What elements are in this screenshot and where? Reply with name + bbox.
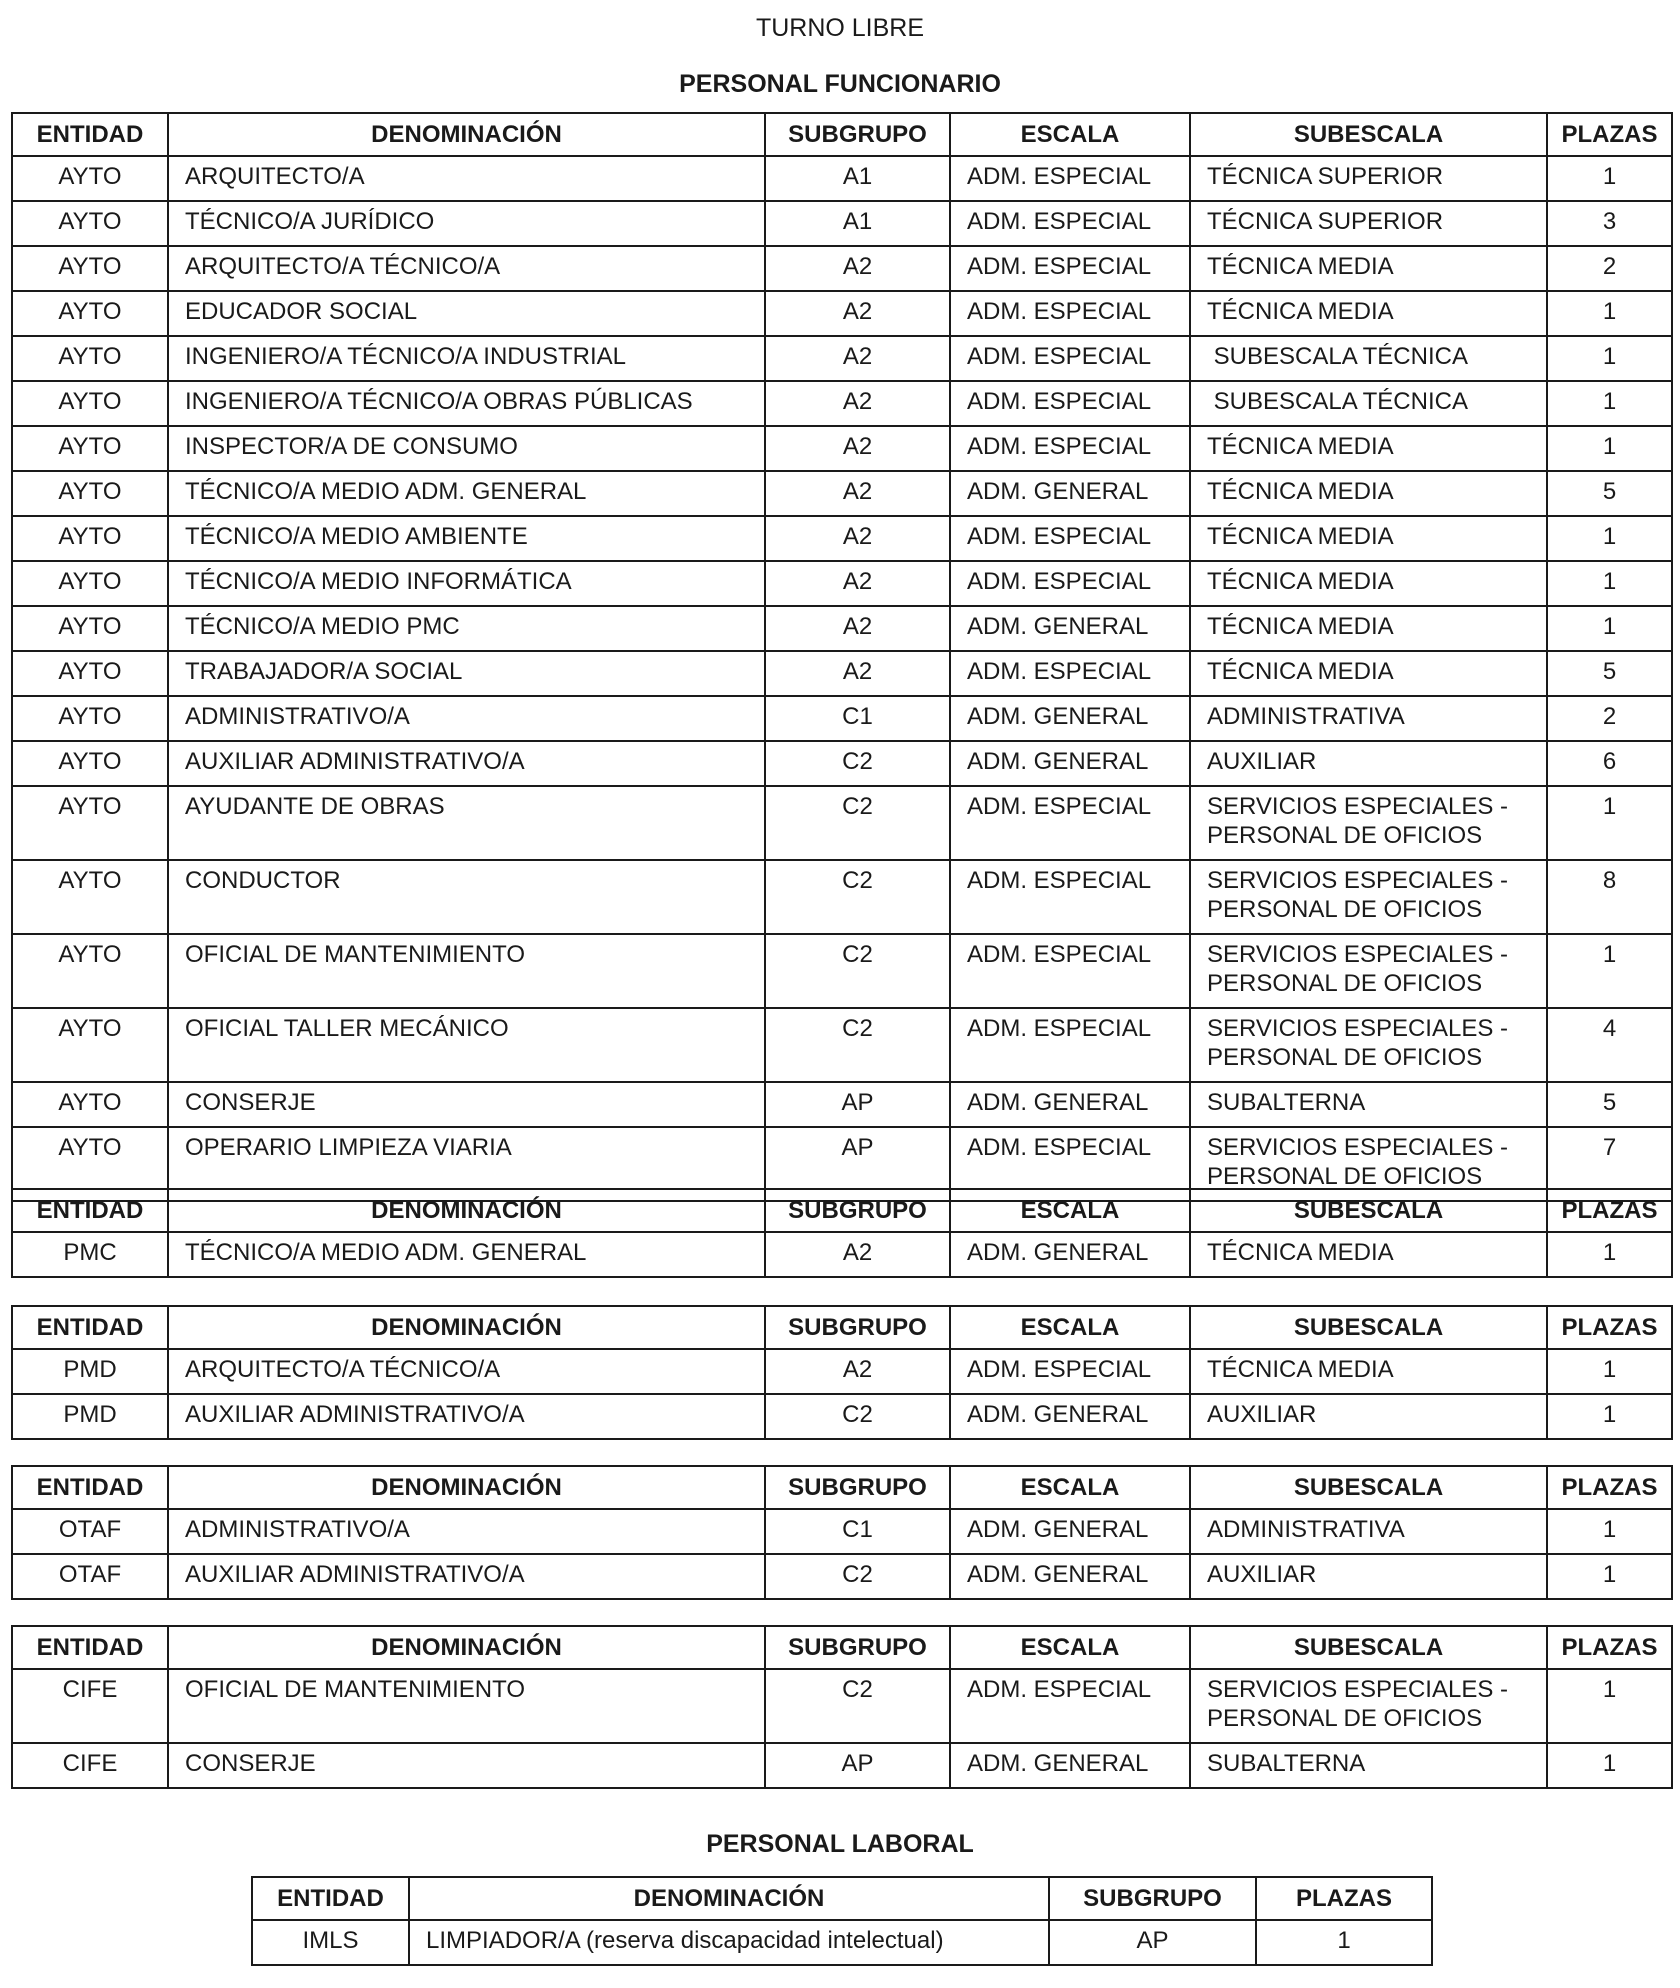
cell-entidad: IMLS <box>252 1920 409 1965</box>
cell-plazas: 5 <box>1547 651 1672 696</box>
cell-escala: ADM. GENERAL <box>950 1394 1190 1439</box>
table-row <box>12 381 1672 426</box>
personal-laboral-heading: PERSONAL LABORAL <box>706 1830 974 1858</box>
cell-subgrupo: A2 <box>765 336 950 381</box>
table-row <box>12 471 1672 516</box>
table-row <box>252 1920 1432 1965</box>
cell-subgrupo: A2 <box>765 426 950 471</box>
cell-escala: ADM. ESPECIAL <box>950 1349 1190 1394</box>
cell-entidad: AYTO <box>12 156 168 201</box>
cell-subescala: AUXILIAR <box>1190 1554 1547 1599</box>
table-row <box>12 1669 1672 1743</box>
cell-plazas: 1 <box>1547 1669 1672 1743</box>
table-row <box>12 741 1672 786</box>
cell-subescala: TÉCNICA MEDIA <box>1190 606 1547 651</box>
cell-plazas: 1 <box>1547 606 1672 651</box>
cell-subgrupo: A2 <box>765 651 950 696</box>
cell-entidad: PMD <box>12 1394 168 1439</box>
column-header-plazas: PLAZAS <box>1547 113 1672 156</box>
cell-entidad: AYTO <box>12 516 168 561</box>
column-header-subgrupo: SUBGRUPO <box>1049 1877 1256 1920</box>
cell-subgrupo: C1 <box>765 696 950 741</box>
cell-escala: ADM. GENERAL <box>950 1082 1190 1127</box>
subescala-line-2: PERSONAL DE OFICIOS <box>1207 1163 1483 1190</box>
cell-entidad: AYTO <box>12 381 168 426</box>
subescala-line-1: SERVICIOS ESPECIALES - <box>1207 1134 1508 1161</box>
column-header-plazas: PLAZAS <box>1547 1306 1672 1349</box>
cell-escala: ADM. ESPECIAL <box>950 381 1190 426</box>
cell-entidad: AYTO <box>12 426 168 471</box>
cell-escala: ADM. ESPECIAL <box>950 516 1190 561</box>
subescala-line-2: PERSONAL DE OFICIOS <box>1207 1705 1483 1732</box>
column-header-subescala: SUBESCALA <box>1190 1626 1547 1669</box>
subescala-line-2: PERSONAL DE OFICIOS <box>1207 970 1483 997</box>
table-row <box>12 1232 1672 1277</box>
cell-denominacion: AUXILIAR ADMINISTRATIVO/A <box>168 1394 765 1439</box>
cell-subescala: TÉCNICA MEDIA <box>1190 1232 1547 1277</box>
header-row <box>12 1626 1672 1669</box>
column-header-subescala: SUBESCALA <box>1190 113 1547 156</box>
cell-subescala: ADMINISTRATIVA <box>1190 696 1547 741</box>
cell-entidad: AYTO <box>12 786 168 860</box>
cell-denominacion: TÉCNICO/A JURÍDICO <box>168 201 765 246</box>
column-header-denominacion: DENOMINACIÓN <box>168 1626 765 1669</box>
ayto-table <box>11 112 1673 1202</box>
column-header-plazas: PLAZAS <box>1256 1877 1432 1920</box>
column-header-subescala: SUBESCALA <box>1190 1189 1547 1232</box>
cell-subgrupo: A2 <box>765 246 950 291</box>
subescala-line-1: SERVICIOS ESPECIALES - <box>1207 867 1508 894</box>
cell-subescala: AUXILIAR <box>1190 741 1547 786</box>
cell-denominacion: TRABAJADOR/A SOCIAL <box>168 651 765 696</box>
subescala-line-1: SERVICIOS ESPECIALES - <box>1207 941 1508 968</box>
cell-entidad: AYTO <box>12 1082 168 1127</box>
table-row <box>12 1554 1672 1599</box>
cell-subgrupo: C2 <box>765 1669 950 1743</box>
cell-plazas: 1 <box>1547 156 1672 201</box>
column-header-escala: ESCALA <box>950 1306 1190 1349</box>
otaf-table <box>11 1465 1673 1600</box>
cell-entidad: OTAF <box>12 1554 168 1599</box>
cell-denominacion: LIMPIADOR/A (reserva discapacidad intelectual) <box>409 1920 1049 1965</box>
cell-entidad: AYTO <box>12 741 168 786</box>
column-header-subgrupo: SUBGRUPO <box>765 1306 950 1349</box>
subescala-line-1: SERVICIOS ESPECIALES - <box>1207 1015 1508 1042</box>
cell-plazas: 1 <box>1547 1743 1672 1788</box>
header-row <box>252 1877 1432 1920</box>
cell-subescala: TÉCNICA MEDIA <box>1190 246 1547 291</box>
cell-plazas: 1 <box>1547 1509 1672 1554</box>
cell-subescala <box>1190 1669 1547 1743</box>
column-header-entidad: ENTIDAD <box>12 1189 168 1232</box>
cell-subgrupo: A1 <box>765 201 950 246</box>
cell-denominacion: CONDUCTOR <box>168 860 765 934</box>
cell-escala: ADM. GENERAL <box>950 1554 1190 1599</box>
column-header-subgrupo: SUBGRUPO <box>765 113 950 156</box>
cell-denominacion: INGENIERO/A TÉCNICO/A OBRAS PÚBLICAS <box>168 381 765 426</box>
cell-escala: ADM. GENERAL <box>950 606 1190 651</box>
cell-subescala: ADMINISTRATIVA <box>1190 1509 1547 1554</box>
cell-subescala <box>1190 786 1547 860</box>
cell-subescala: TÉCNICA MEDIA <box>1190 651 1547 696</box>
subescala-line-2: PERSONAL DE OFICIOS <box>1207 822 1483 849</box>
table-row <box>12 1008 1672 1082</box>
cell-plazas: 1 <box>1547 336 1672 381</box>
table-row <box>12 786 1672 860</box>
cell-subescala: TÉCNICA SUPERIOR <box>1190 156 1547 201</box>
table-row <box>12 516 1672 561</box>
column-header-entidad: ENTIDAD <box>12 113 168 156</box>
cell-escala: ADM. ESPECIAL <box>950 934 1190 1008</box>
cell-escala: ADM. GENERAL <box>950 1743 1190 1788</box>
cell-subescala <box>1190 1008 1547 1082</box>
cell-denominacion: INSPECTOR/A DE CONSUMO <box>168 426 765 471</box>
cell-subescala: TÉCNICA MEDIA <box>1190 561 1547 606</box>
subescala-line-2: PERSONAL DE OFICIOS <box>1207 1044 1483 1071</box>
cell-escala: ADM. GENERAL <box>950 741 1190 786</box>
cell-subescala: SUBALTERNA <box>1190 1082 1547 1127</box>
cell-subescala: TÉCNICA MEDIA <box>1190 516 1547 561</box>
cell-subgrupo: A2 <box>765 1232 950 1277</box>
column-header-subgrupo: SUBGRUPO <box>765 1626 950 1669</box>
cell-entidad: AYTO <box>12 336 168 381</box>
cell-escala: ADM. ESPECIAL <box>950 651 1190 696</box>
column-header-subgrupo: SUBGRUPO <box>765 1189 950 1232</box>
header-row <box>12 113 1672 156</box>
cell-plazas: 1 <box>1547 291 1672 336</box>
cell-subgrupo: AP <box>765 1127 950 1201</box>
table-row <box>12 1743 1672 1788</box>
column-header-escala: ESCALA <box>950 1626 1190 1669</box>
cell-entidad: AYTO <box>12 291 168 336</box>
cell-subgrupo: C1 <box>765 1509 950 1554</box>
cell-denominacion: AYUDANTE DE OBRAS <box>168 786 765 860</box>
cell-denominacion: CONSERJE <box>168 1743 765 1788</box>
cell-denominacion: TÉCNICO/A MEDIO PMC <box>168 606 765 651</box>
cell-denominacion: TÉCNICO/A MEDIO ADM. GENERAL <box>168 1232 765 1277</box>
cell-plazas: 1 <box>1547 516 1672 561</box>
cell-subgrupo: C2 <box>765 741 950 786</box>
cell-denominacion: AUXILIAR ADMINISTRATIVO/A <box>168 1554 765 1599</box>
table-row <box>12 201 1672 246</box>
subescala-line-1: SERVICIOS ESPECIALES - <box>1207 1676 1508 1703</box>
cell-denominacion: ARQUITECTO/A <box>168 156 765 201</box>
cell-escala: ADM. GENERAL <box>950 471 1190 516</box>
column-header-denominacion: DENOMINACIÓN <box>409 1877 1049 1920</box>
cell-subescala: TÉCNICA MEDIA <box>1190 1349 1547 1394</box>
cell-escala: ADM. ESPECIAL <box>950 336 1190 381</box>
cell-entidad: AYTO <box>12 201 168 246</box>
personal-funcionario-heading: PERSONAL FUNCIONARIO <box>679 70 1001 98</box>
cell-entidad: OTAF <box>12 1509 168 1554</box>
column-header-denominacion: DENOMINACIÓN <box>168 1466 765 1509</box>
cell-subgrupo: C2 <box>765 1554 950 1599</box>
table-row <box>12 426 1672 471</box>
cell-entidad: AYTO <box>12 860 168 934</box>
cell-subescala <box>1190 860 1547 934</box>
table-row <box>12 1349 1672 1394</box>
cell-denominacion: EDUCADOR SOCIAL <box>168 291 765 336</box>
cell-escala: ADM. ESPECIAL <box>950 1008 1190 1082</box>
table-row <box>12 336 1672 381</box>
column-header-subgrupo: SUBGRUPO <box>765 1466 950 1509</box>
cell-subescala: TÉCNICA SUPERIOR <box>1190 201 1547 246</box>
cell-denominacion: OPERARIO LIMPIEZA VIARIA <box>168 1127 765 1201</box>
cell-escala: ADM. ESPECIAL <box>950 1127 1190 1201</box>
cell-plazas: 7 <box>1547 1127 1672 1201</box>
cell-denominacion: ARQUITECTO/A TÉCNICO/A <box>168 1349 765 1394</box>
cell-subgrupo: A1 <box>765 156 950 201</box>
cell-denominacion: CONSERJE <box>168 1082 765 1127</box>
cell-escala: ADM. GENERAL <box>950 1509 1190 1554</box>
cell-subgrupo: A2 <box>765 291 950 336</box>
cell-escala: ADM. ESPECIAL <box>950 156 1190 201</box>
column-header-subescala: SUBESCALA <box>1190 1306 1547 1349</box>
cell-entidad: AYTO <box>12 651 168 696</box>
cell-plazas: 2 <box>1547 696 1672 741</box>
table-row <box>12 860 1672 934</box>
laboral-table <box>251 1876 1433 1966</box>
cell-plazas: 1 <box>1547 1554 1672 1599</box>
cell-plazas: 1 <box>1547 934 1672 1008</box>
table-row <box>12 246 1672 291</box>
column-header-entidad: ENTIDAD <box>252 1877 409 1920</box>
header-row <box>12 1306 1672 1349</box>
header-row <box>12 1466 1672 1509</box>
cell-subescala: AUXILIAR <box>1190 1394 1547 1439</box>
cell-plazas: 5 <box>1547 1082 1672 1127</box>
cell-denominacion: ADMINISTRATIVO/A <box>168 1509 765 1554</box>
cell-entidad: CIFE <box>12 1669 168 1743</box>
cell-entidad: AYTO <box>12 1008 168 1082</box>
cell-subgrupo: C2 <box>765 1394 950 1439</box>
cell-plazas: 8 <box>1547 860 1672 934</box>
cell-plazas: 1 <box>1547 1394 1672 1439</box>
cell-subescala: TÉCNICA MEDIA <box>1190 471 1547 516</box>
table-row <box>12 1509 1672 1554</box>
cell-subgrupo: C2 <box>765 934 950 1008</box>
header-row <box>12 1189 1672 1232</box>
cell-denominacion: ADMINISTRATIVO/A <box>168 696 765 741</box>
cife-table <box>11 1625 1673 1789</box>
table-row <box>12 651 1672 696</box>
column-header-denominacion: DENOMINACIÓN <box>168 113 765 156</box>
cell-subescala: SUBALTERNA <box>1190 1743 1547 1788</box>
cell-plazas: 5 <box>1547 471 1672 516</box>
cell-entidad: AYTO <box>12 561 168 606</box>
column-header-plazas: PLAZAS <box>1547 1189 1672 1232</box>
cell-entidad: PMD <box>12 1349 168 1394</box>
cell-denominacion: ARQUITECTO/A TÉCNICO/A <box>168 246 765 291</box>
cell-subescala: SUBESCALA TÉCNICA <box>1190 336 1547 381</box>
cell-subgrupo: AP <box>765 1082 950 1127</box>
cell-subescala <box>1190 934 1547 1008</box>
cell-plazas: 4 <box>1547 1008 1672 1082</box>
cell-subgrupo: C2 <box>765 786 950 860</box>
cell-entidad: AYTO <box>12 246 168 291</box>
cell-entidad: AYTO <box>12 696 168 741</box>
cell-subgrupo: C2 <box>765 860 950 934</box>
column-header-escala: ESCALA <box>950 1189 1190 1232</box>
cell-escala: ADM. ESPECIAL <box>950 860 1190 934</box>
cell-entidad: CIFE <box>12 1743 168 1788</box>
cell-entidad: AYTO <box>12 934 168 1008</box>
column-header-escala: ESCALA <box>950 113 1190 156</box>
cell-escala: ADM. ESPECIAL <box>950 246 1190 291</box>
pmc-table <box>11 1188 1673 1278</box>
column-header-denominacion: DENOMINACIÓN <box>168 1189 765 1232</box>
cell-plazas: 1 <box>1256 1920 1432 1965</box>
table-row <box>12 1394 1672 1439</box>
table-row <box>12 156 1672 201</box>
cell-subescala: TÉCNICA MEDIA <box>1190 291 1547 336</box>
subescala-line-2: PERSONAL DE OFICIOS <box>1207 896 1483 923</box>
column-header-subescala: SUBESCALA <box>1190 1466 1547 1509</box>
column-header-escala: ESCALA <box>950 1466 1190 1509</box>
cell-entidad: PMC <box>12 1232 168 1277</box>
column-header-plazas: PLAZAS <box>1547 1466 1672 1509</box>
cell-plazas: 1 <box>1547 426 1672 471</box>
table-row <box>12 1082 1672 1127</box>
cell-subescala: TÉCNICA MEDIA <box>1190 426 1547 471</box>
table-row <box>12 606 1672 651</box>
column-header-entidad: ENTIDAD <box>12 1626 168 1669</box>
cell-escala: ADM. ESPECIAL <box>950 1669 1190 1743</box>
cell-subgrupo: A2 <box>765 381 950 426</box>
column-header-denominacion: DENOMINACIÓN <box>168 1306 765 1349</box>
table-row <box>12 561 1672 606</box>
cell-denominacion: AUXILIAR ADMINISTRATIVO/A <box>168 741 765 786</box>
cell-denominacion: OFICIAL TALLER MECÁNICO <box>168 1008 765 1082</box>
cell-denominacion: TÉCNICO/A MEDIO INFORMÁTICA <box>168 561 765 606</box>
cell-escala: ADM. ESPECIAL <box>950 786 1190 860</box>
cell-plazas: 1 <box>1547 1349 1672 1394</box>
table-row <box>12 291 1672 336</box>
turno-libre-heading: TURNO LIBRE <box>755 14 925 42</box>
cell-plazas: 2 <box>1547 246 1672 291</box>
cell-denominacion: INGENIERO/A TÉCNICO/A INDUSTRIAL <box>168 336 765 381</box>
cell-subescala: SUBESCALA TÉCNICA <box>1190 381 1547 426</box>
cell-plazas: 1 <box>1547 786 1672 860</box>
table-row <box>12 934 1672 1008</box>
cell-denominacion: OFICIAL DE MANTENIMIENTO <box>168 1669 765 1743</box>
cell-escala: ADM. ESPECIAL <box>950 426 1190 471</box>
cell-plazas: 6 <box>1547 741 1672 786</box>
table-row <box>12 696 1672 741</box>
cell-subgrupo: AP <box>765 1743 950 1788</box>
cell-plazas: 1 <box>1547 381 1672 426</box>
column-header-entidad: ENTIDAD <box>12 1306 168 1349</box>
column-header-plazas: PLAZAS <box>1547 1626 1672 1669</box>
subescala-line-1: SERVICIOS ESPECIALES - <box>1207 793 1508 820</box>
cell-plazas: 3 <box>1547 201 1672 246</box>
cell-subgrupo: A2 <box>765 1349 950 1394</box>
cell-escala: ADM. ESPECIAL <box>950 201 1190 246</box>
cell-entidad: AYTO <box>12 606 168 651</box>
cell-entidad: AYTO <box>12 1127 168 1201</box>
cell-denominacion: OFICIAL DE MANTENIMIENTO <box>168 934 765 1008</box>
column-header-entidad: ENTIDAD <box>12 1466 168 1509</box>
cell-escala: ADM. GENERAL <box>950 1232 1190 1277</box>
pmd-table <box>11 1305 1673 1440</box>
cell-plazas: 1 <box>1547 561 1672 606</box>
cell-subgrupo: A2 <box>765 606 950 651</box>
cell-entidad: AYTO <box>12 471 168 516</box>
cell-escala: ADM. GENERAL <box>950 696 1190 741</box>
cell-subgrupo: C2 <box>765 1008 950 1082</box>
cell-subgrupo: A2 <box>765 561 950 606</box>
cell-denominacion: TÉCNICO/A MEDIO AMBIENTE <box>168 516 765 561</box>
cell-plazas: 1 <box>1547 1232 1672 1277</box>
cell-escala: ADM. ESPECIAL <box>950 291 1190 336</box>
cell-subgrupo: AP <box>1049 1920 1256 1965</box>
cell-denominacion: TÉCNICO/A MEDIO ADM. GENERAL <box>168 471 765 516</box>
cell-subgrupo: A2 <box>765 516 950 561</box>
cell-escala: ADM. ESPECIAL <box>950 561 1190 606</box>
cell-subgrupo: A2 <box>765 471 950 516</box>
